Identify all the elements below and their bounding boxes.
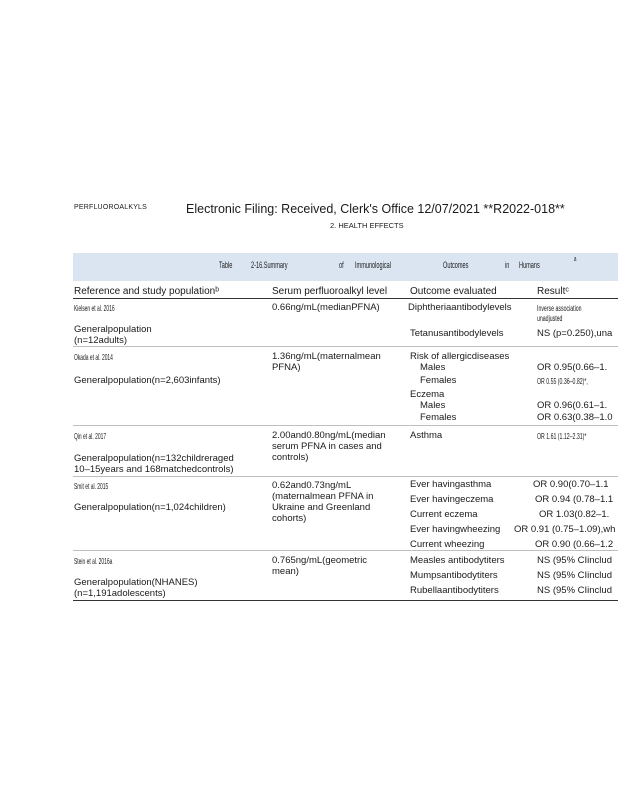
reference-citation: Stein et al. 2016a [74, 556, 113, 566]
row-divider [73, 550, 618, 551]
result: OR 0.96(0.61–1. [537, 400, 608, 411]
result: NS (95% CIinclud [537, 570, 612, 581]
outcome: Ever havingwheezing [410, 524, 501, 535]
outcome: Eczema [410, 389, 445, 400]
table-caption [73, 253, 618, 281]
reference-citation: Smit et al. 2015 [74, 481, 109, 491]
caption-word: 2-16.Summary [251, 260, 288, 270]
caption-word: Table [219, 260, 233, 270]
outcome: Measles antibodytiters [410, 555, 505, 566]
result: unadjusted [537, 314, 563, 323]
result: OR 0.90(0.70–1.1 [533, 479, 609, 490]
caption-word: in [505, 260, 510, 270]
running-header-left: PERFLUOROALKYLS [74, 204, 148, 211]
caption-word: Immunological [355, 260, 391, 270]
result: OR 0.90 (0.66–1.2 [535, 539, 614, 550]
outcome: Diphtheriaantibodylevels [408, 302, 512, 313]
row-divider [73, 425, 618, 426]
reference-citation: Okada et al. 2014 [74, 352, 113, 362]
outcome: Asthma [410, 430, 443, 441]
table-top-rule [73, 298, 618, 299]
outcome: Females [420, 375, 457, 386]
serum-level-cont: serum PFNA in cases and [272, 441, 382, 452]
caption-footnote: a [574, 256, 577, 263]
result: Inverse association [537, 304, 582, 313]
study-population-cont: (n=12adults) [74, 335, 128, 346]
study-population: Generalpopulation(n=2,603infants) [74, 375, 221, 386]
caption-word: Outcomes [443, 260, 469, 270]
column-header-serum-level: Serum perfluoroalkyl level [272, 286, 388, 297]
study-population: Generalpopulation(n=132childreraged [74, 453, 234, 464]
serum-level: 0.765ng/mL(geometric [272, 555, 368, 566]
outcome: Current eczema [410, 509, 478, 520]
row-divider [73, 346, 618, 347]
result: OR 0.55 (0.36–0.82)*, [537, 377, 588, 386]
caption-word: Humans [519, 260, 540, 270]
outcome: Rubellaantibodytiters [410, 585, 499, 596]
outcome: Current wheezing [410, 539, 485, 550]
outcome: Risk of allergicdiseases [410, 351, 510, 362]
reference-citation: Kielsen et al. 2016 [74, 303, 115, 313]
serum-level-cont: controls) [272, 452, 309, 463]
column-header-reference: Reference and study populationᵇ [74, 286, 219, 297]
column-header-outcome: Outcome evaluated [410, 286, 497, 297]
study-population: Generalpopulation(NHANES) [74, 577, 198, 588]
outcome: Mumpsantibodytiters [410, 570, 498, 581]
outcome: Ever havingeczema [410, 494, 494, 505]
result: OR 1.61 (1.12–2.31)* [537, 432, 587, 441]
serum-level: 0.62and0.73ng/mL [272, 480, 352, 491]
outcome: Males [420, 400, 446, 411]
outcome: Females [420, 412, 457, 423]
study-population-cont: (n=1,191adolescents) [74, 588, 166, 599]
serum-level-cont: mean) [272, 566, 299, 577]
result: OR 0.63(0.38–1.0 [537, 412, 613, 423]
serum-level-cont: cohorts) [272, 513, 307, 524]
reference-citation: Qin et al. 2017 [74, 431, 107, 441]
result: NS (95% CIinclud [537, 585, 612, 596]
result: NS (95% CIinclud [537, 555, 612, 566]
row-divider [73, 476, 618, 477]
study-population: Generalpopulation(n=1,024children) [74, 502, 226, 513]
filing-stamp: Electronic Filing: Received, Clerk's Office 12/07/2021 **R2022-018** [186, 202, 565, 216]
study-population: Generalpopulation [74, 324, 152, 335]
serum-level: 1.36ng/mL(maternalmean [272, 351, 381, 362]
serum-level-cont: PFNA) [272, 362, 301, 373]
caption-word: of [339, 260, 344, 270]
section-title: 2. HEALTH EFFECTS [330, 221, 404, 230]
outcome: Ever havingasthma [410, 479, 492, 490]
serum-level: 0.66ng/mL(medianPFNA) [272, 302, 380, 313]
table-bottom-rule [73, 600, 618, 601]
study-population-cont: 10–15years and 168matchedcontrols) [74, 464, 234, 475]
result: OR 0.94 (0.78–1.1 [535, 494, 614, 505]
column-header-result: Resultᶜ [537, 286, 569, 297]
outcome: Tetanusantibodylevels [410, 328, 504, 339]
result: OR 1.03(0.82–1. [539, 509, 610, 520]
serum-level-cont: Ukraine and Greenland [272, 502, 371, 513]
outcome: Males [420, 362, 446, 373]
serum-level: 2.00and0.80ng/mL(median [272, 430, 386, 441]
result: OR 0.95(0.66–1. [537, 362, 608, 373]
result: OR 0.91 (0.75–1.09),wh [514, 524, 616, 535]
result: NS (p=0.250),una [537, 328, 613, 339]
serum-level-cont: (maternalmean PFNA in [272, 491, 374, 502]
